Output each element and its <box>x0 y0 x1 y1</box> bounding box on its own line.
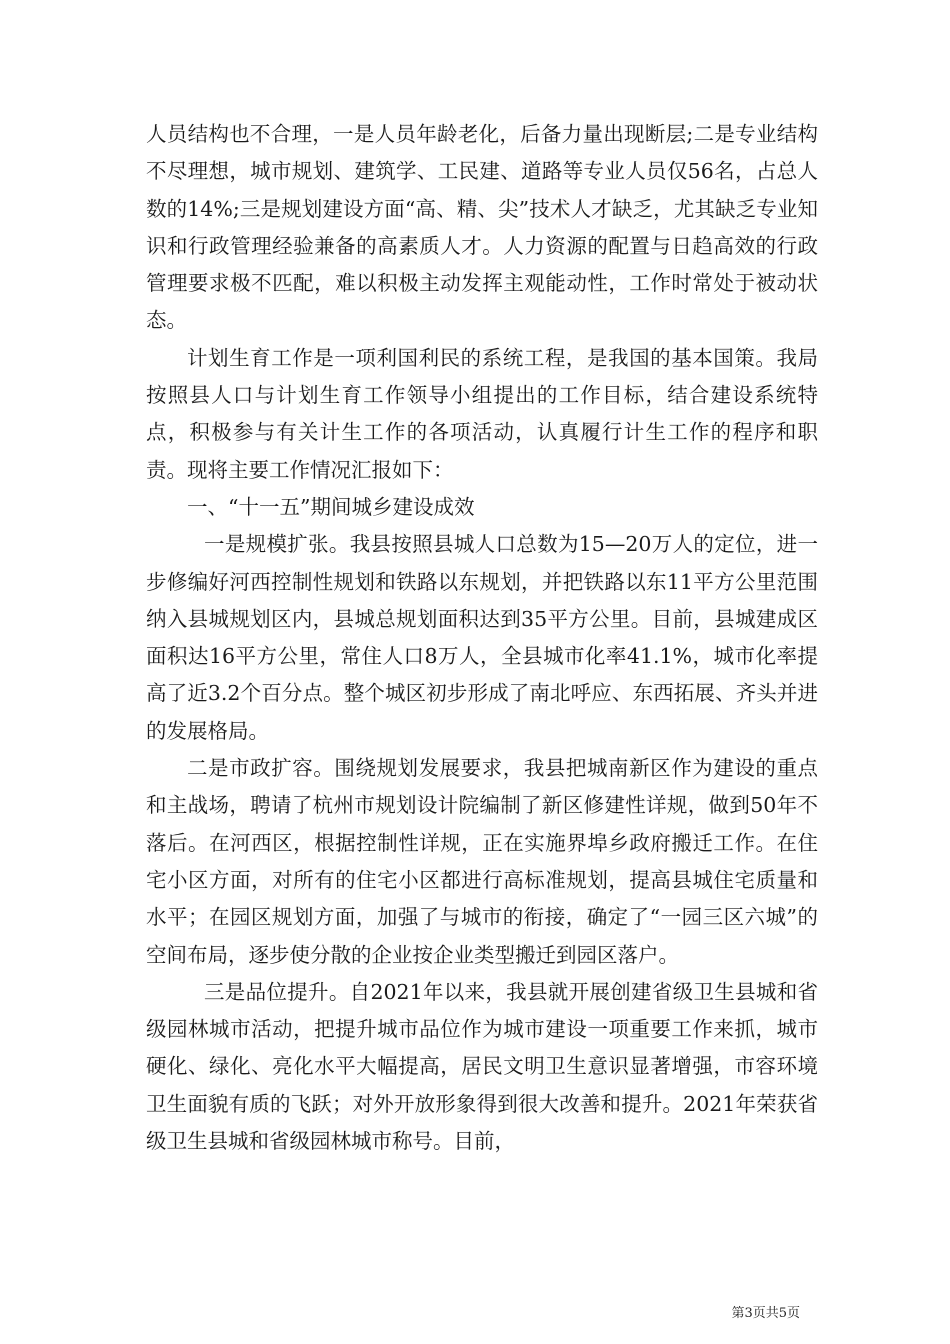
paragraph-quality-improvement: 三是品位提升。自2021年以来，我县就开展创建省级卫生县城和省级园林城市活动，把提升城市品位作为城市建设一项重要工作来抓，城市硬化、绿化、亮化水平大幅提高，居民文明卫生意识显著增强，市容环境卫生面貌有质的飞跃；对外开放形象得到很大改善和提升。2021年荣获省级卫生县城和省级园林城市称号。目前， <box>146 979 818 1154</box>
document-body <box>146 116 818 1160</box>
section-heading: 一、“十一五”期间城乡建设成效 <box>187 494 475 519</box>
paragraph-family-planning: 计划生育工作是一项利国利民的系统工程，是我国的基本国策。我局按照县人口与计划生育工作领导小组提出的工作目标，结合建设系统特点，积极参与有关计生工作的各项活动，认真履行计生工作的程序和职责。现将主要工作情况汇报如下： <box>146 345 818 482</box>
paragraph-scale-expansion: 一是规模扩张。我县按照县城人口总数为15—20万人的定位，进一步修编好河西控制性规划和铁路以东规划，并把铁路以东11平方公里范围纳入县城规划区内，县城总规划面积达到35平方公里。目前，县城建成区面积达16平方公里，常住人口8万人，全县城市化率41.1%，城市化率提高了近3.2个百分点。整个城区初步形成了南北呼应、东西拓展、齐头并进的发展格局。 <box>146 532 818 743</box>
page-number: 第3页共5页 <box>731 1306 800 1321</box>
paragraph-municipal-expansion: 二是市政扩容。围绕规划发展要求，我县把城南新区作为建设的重点和主战场，聘请了杭州市规划设计院编制了新区修建性详规，做到50年不落后。在河西区，根据控制性详规，正在实施界埠乡政府搬迁工作。在住宅小区方面，对所有的住宅小区都进行高标准规划，提高县城住宅质量和水平；在园区规划方面，加强了与城市的衔接，确定了“一园三区六城”的空间布局，逐步使分散的企业按企业类型搬迁到园区落户。 <box>146 756 818 967</box>
paragraph-staff-structure: 人员结构也不合理，一是人员年龄老化，后备力量出现断层;二是专业结构不尽理想，城市规划、建筑学、工民建、道路等专业人员仅56名，占总人数的14%;三是规划建设方面“高、精、尖”技术人才缺乏，尤其缺乏专业知识和行政管理经验兼备的高素质人才。人力资源的配置与日趋高效的行政管理要求极不匹配，难以积极主动发挥主观能动性，工作时常处于被动状态。 <box>146 122 818 333</box>
